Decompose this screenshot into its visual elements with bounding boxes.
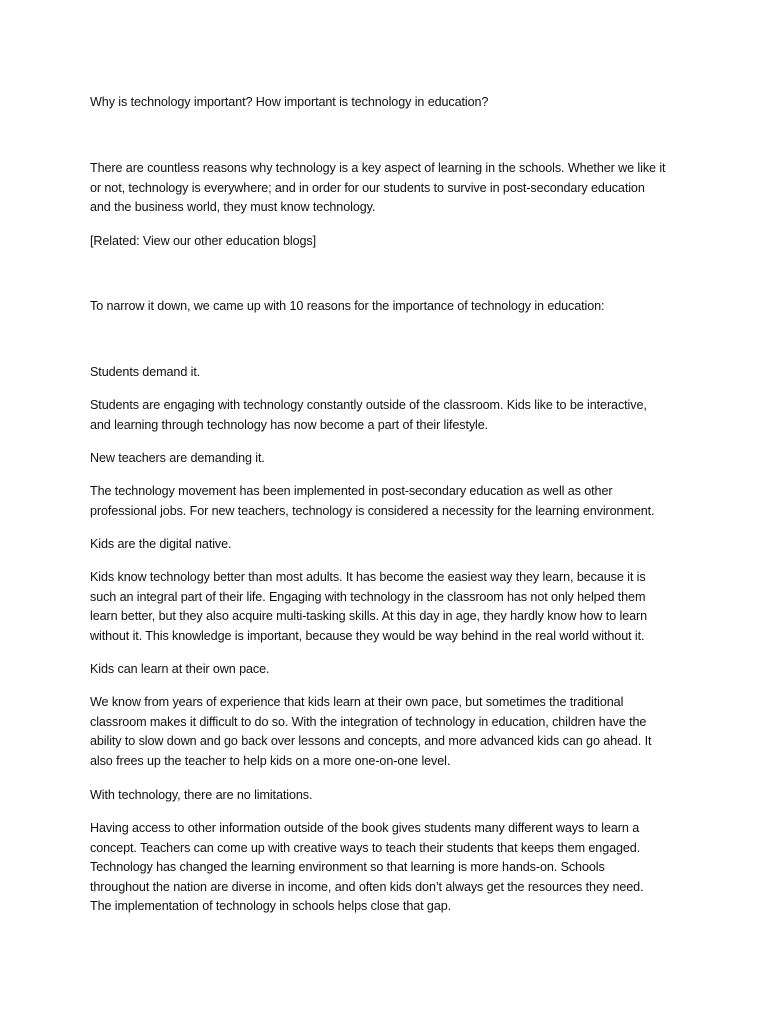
related-link-text: [Related: View our other education blogs] xyxy=(90,234,317,248)
section-heading: Kids are the digital native. xyxy=(90,537,232,551)
section-body: Students are engaging with technology constantly outside of the classroom. Kids like to be interactive, and learning through technology has now become a part of their lifestyle. xyxy=(90,398,647,432)
lead-paragraph: To narrow it down, we came up with 10 reasons for the importance of technology in education: xyxy=(90,299,605,313)
section-heading: With technology, there are no limitations. xyxy=(90,788,313,802)
section-body: We know from years of experience that kids learn at their own pace, but sometimes the traditional classroom makes it difficult to do so. With the integration of technology in education, children have the ability to slow down and go back over lessons and concepts, and more advanced kids can go ahead. It also frees up the teacher to help kids on a more one-on-one level. xyxy=(90,695,652,768)
intro-paragraph: There are countless reasons why technology is a key aspect of learning in the schools. Whether we like it or not, technology is everywhere; and in order for our students to survive in post-secondary education and the business world, they must know technology. xyxy=(90,161,666,215)
section-body: The technology movement has been implemented in post-secondary education as well as other professional jobs. For new teachers, technology is considered a necessity for the learning environment. xyxy=(90,484,655,518)
document-title: Why is technology important? How important is technology in education? xyxy=(90,95,489,109)
section-heading: Kids can learn at their own pace. xyxy=(90,662,270,676)
section-body: Having access to other information outside of the book gives students many different ways to learn a concept. Teachers can come up with creative ways to teach their students that keeps them engaged. Technology has changed the learning environment so that learning is more hands-on. Schools throughout the nation are diverse in income, and often kids don’t always get the resources they need. The implementation of technology in schools helps close that gap. xyxy=(90,821,644,914)
section-heading: Students demand it. xyxy=(90,365,201,379)
section-body: Kids know technology better than most adults. It has become the easiest way they learn, because it is such an integral part of their life. Engaging with technology in the classroom has not only helped them learn better, but they also acquire multi-tasking skills. At this day in age, they hardly know how to learn without it. This knowledge is important, because they would be way behind in the real world without it. xyxy=(90,570,648,643)
section-heading: New teachers are demanding it. xyxy=(90,451,265,465)
